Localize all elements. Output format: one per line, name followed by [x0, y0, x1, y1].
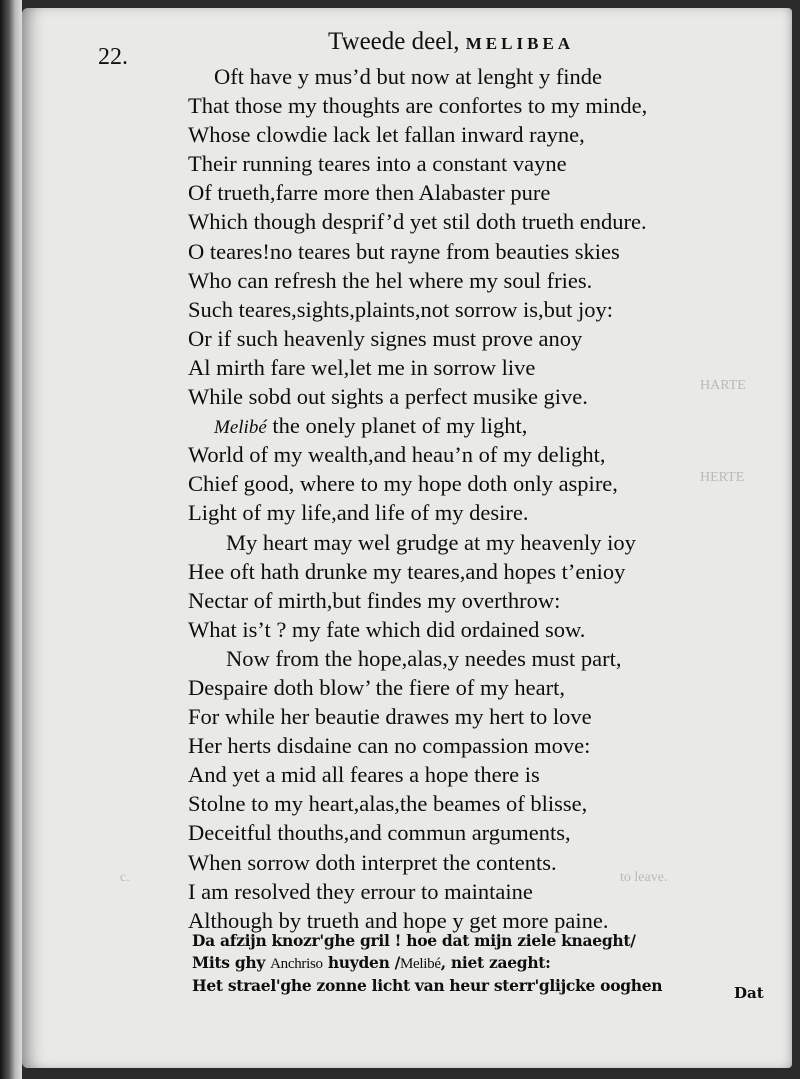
verse-italic-name: Melibé	[214, 417, 267, 439]
verse-line-text: Their running teares into a constant vayne	[188, 151, 567, 177]
verse-line-text: Although by trueth and hope y get more paine.	[188, 907, 609, 933]
running-head	[328, 28, 574, 56]
verse-line-text: Who can refresh the hel where my soul fries.	[188, 267, 593, 293]
verse-line-text: O teares!no teares but rayne from beauties skies	[188, 238, 620, 264]
verse-line-text: Whose clowdie lack let fallan inward rayne,	[188, 122, 585, 148]
verse-line	[188, 818, 748, 847]
verse-line-text: Which though desprif’d yet stil doth trueth endure.	[188, 209, 647, 235]
verse-line	[188, 644, 748, 673]
verse-line-text: That those my thoughts are confortes to my minde,	[188, 93, 648, 119]
verse-line	[188, 62, 748, 91]
dutch-text: Mits ghy	[192, 953, 271, 972]
verse-line	[188, 237, 748, 266]
verse-line-text: For while her beautie drawes my hert to love	[188, 704, 592, 730]
verse-line	[188, 557, 748, 586]
verse-line	[188, 731, 748, 760]
verse-line-text: And yet a mid all feares a hope there is	[188, 762, 540, 788]
verse-line-text: Oft have y mus’d but now at lenght y finde	[214, 64, 603, 89]
verse-line	[188, 120, 748, 149]
verse-line	[188, 877, 748, 906]
verse-line-text: Al mirth fare wel,let me in sorrow live	[188, 354, 536, 380]
verse-line	[188, 207, 748, 236]
running-head-caps: MELIBEA	[465, 34, 575, 53]
verse-line-text: Now from the hope,alas,y needes must part,	[226, 645, 622, 671]
verse-line-text: Of trueth,farre more then Alabaster pure	[188, 180, 551, 206]
verse-line	[188, 469, 748, 498]
verse-line	[188, 440, 748, 469]
dutch-text: huyden /	[322, 953, 401, 972]
verse-line-text: the onely planet of my light,	[266, 413, 528, 439]
verse-line	[188, 295, 748, 324]
verse-line	[188, 789, 748, 818]
bleed-through-text: HERTE	[700, 470, 745, 485]
verse-line-text: My heart may wel grudge at my heavenly ioy	[226, 529, 636, 555]
verse-line-text: Despaire doth blow’ the fiere of my heart,	[188, 674, 565, 700]
verse-line-text: Or if such heavenly signes must prove anoy	[188, 325, 583, 351]
verse-line	[188, 528, 748, 557]
verse-line-text: Her herts disdaine can no compassion move:	[188, 733, 591, 759]
verse-line-text: Hee oft hath drunke my teares,and hopes t’enioy	[188, 558, 626, 584]
dutch-name: Melibé	[400, 956, 441, 972]
verse-line	[188, 848, 748, 877]
dutch-name: Anchriso	[270, 956, 323, 972]
dutch-verse-line: Het strael'ghe zonne licht van heur sterr'glijcke ooghen	[192, 976, 663, 995]
bleed-through-text: to leave.	[620, 870, 668, 885]
verse-line	[188, 353, 748, 382]
verse-line	[188, 615, 748, 644]
verse-line-text: Chief good, where to my hope doth only aspire,	[188, 471, 618, 497]
verse-line	[188, 178, 748, 207]
verse-line	[188, 586, 748, 615]
verse-line-text: Nectar of mirth,but findes my overthrow:	[188, 587, 561, 613]
bleed-through-text: c.	[120, 870, 130, 885]
verse-line	[188, 673, 748, 702]
dutch-verse-line	[192, 952, 752, 975]
verse-line-text: Light of my life,and life of my desire.	[188, 500, 529, 526]
bleed-through-text: HARTE	[700, 378, 746, 393]
page-number: 22.	[98, 44, 128, 70]
verse-line	[188, 149, 748, 178]
verse-line-text: Stolne to my heart,alas,the beames of blisse,	[188, 791, 588, 817]
verse-line-text: World of my wealth,and heau’n of my delight,	[188, 442, 606, 468]
catchword: Dat	[734, 984, 764, 1002]
verse-line	[188, 266, 748, 295]
poem-text	[188, 62, 748, 935]
verse-line-text: While sobd out sights a perfect musike give.	[188, 384, 588, 410]
verse-line	[188, 91, 748, 120]
verse-line-text: When sorrow doth interpret the contents.	[188, 849, 557, 875]
dutch-verse	[192, 930, 752, 997]
verse-line-text: I am resolved they errour to maintaine	[188, 878, 533, 904]
verse-line-text: What is’t ? my fate which did ordained sow.	[188, 616, 586, 642]
verse-line	[188, 411, 748, 440]
verse-line	[188, 324, 748, 353]
verse-line	[188, 760, 748, 789]
verse-line-text: Such teares,sights,plaints,not sorrow is,but joy:	[188, 296, 613, 322]
verse-line	[188, 382, 748, 411]
running-head-text: Tweede deel,	[328, 28, 466, 55]
book-gutter-edge	[0, 0, 22, 1079]
dutch-verse-line: Da afzijn knozr'ghe gril ! hoe dat mijn ziele knaeght/	[192, 931, 636, 950]
dutch-text: , niet zaeght:	[440, 953, 551, 972]
verse-line-text: Deceitful thouths,and commun arguments,	[188, 820, 571, 846]
verse-line	[188, 702, 748, 731]
verse-line	[188, 498, 748, 527]
